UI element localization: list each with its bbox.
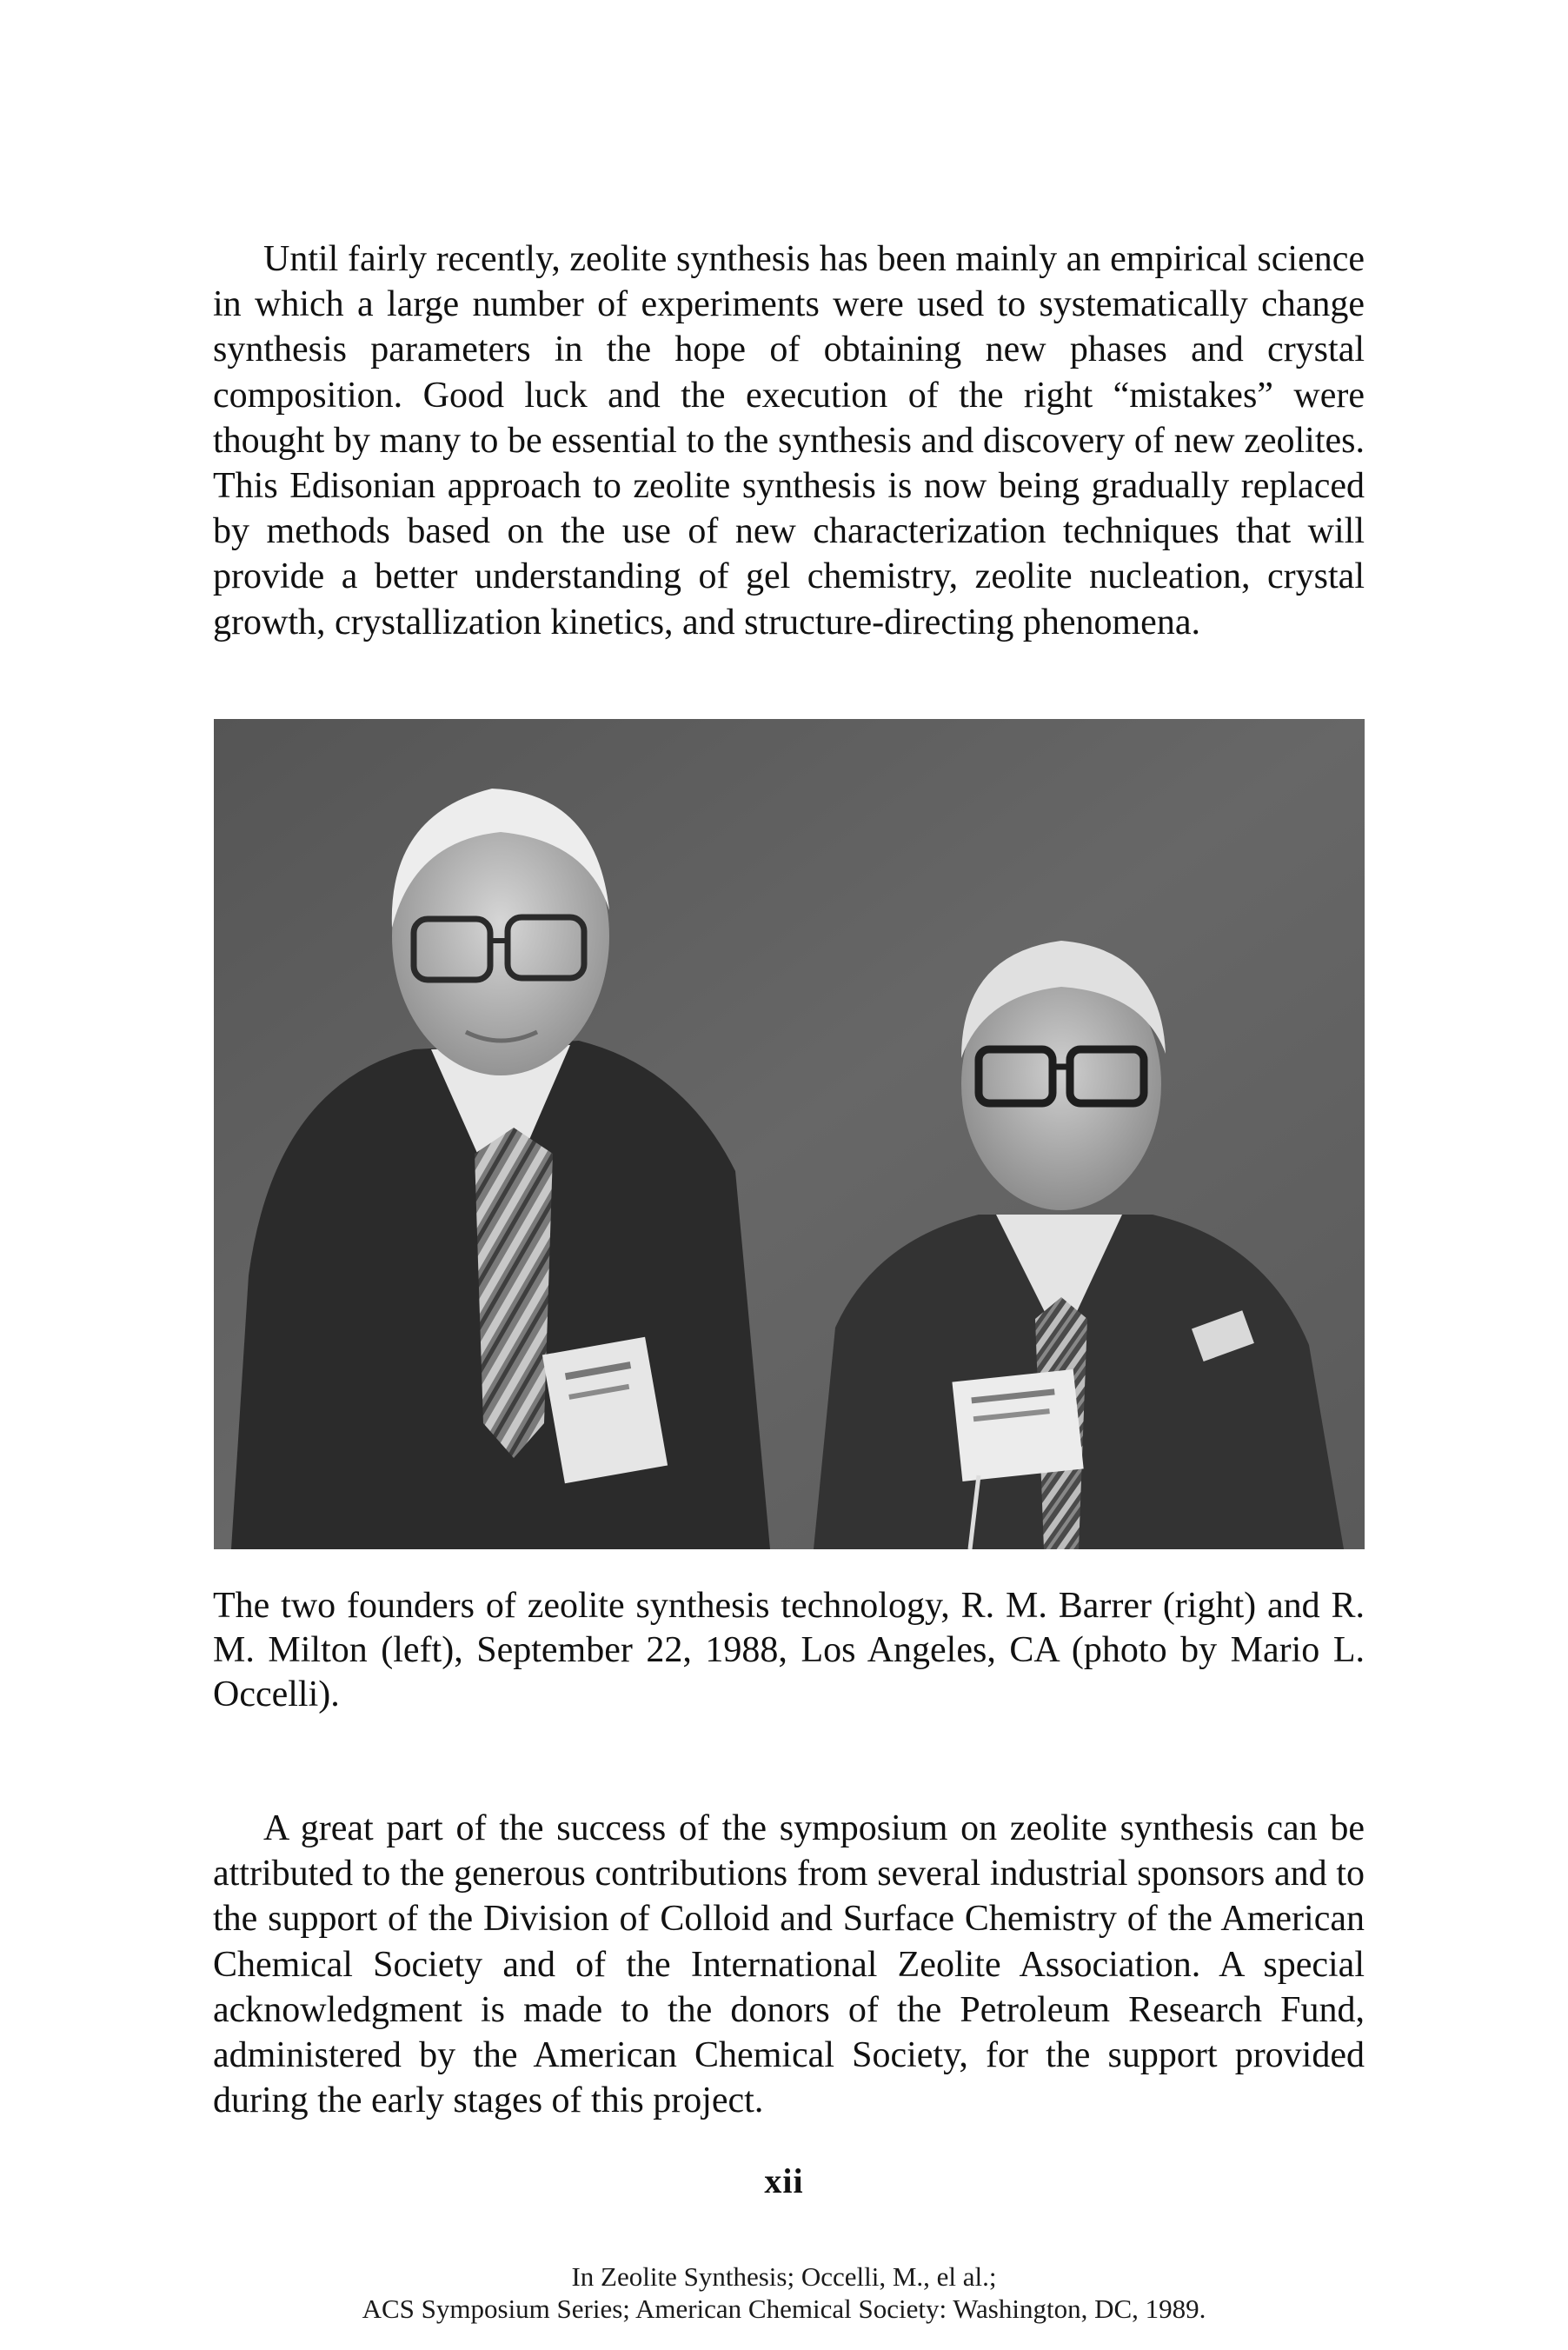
figure-caption: The two founders of zeolite synthesis technology, R. M. Barrer (right) and R. M. Milton (left), September 22, 1988, Los Angeles, CA (photo by Mario L. Occelli).	[213, 1586, 1365, 1714]
page-number: xii	[764, 2161, 804, 2200]
founders-photo	[214, 719, 1365, 1549]
footer-line-2: ACS Symposium Series; American Chemical Society: Washington, DC, 1989.	[362, 2293, 1206, 2324]
intro-text: Until fairly recently, zeolite synthesis has been mainly an empirical science in which a large number of experiments were used to systematically change synthesis parameters in the hope of obtaining new phases and crystal composition. Good luck and the execution of the right “mistakes” were thought by many to be essential to the synthesis and discovery of new zeolites. This Edisonian approach to zeolite synthesis is now being gradually replaced by methods based on the use of new characterization techniques that will provide a better understanding of gel chemistry, zeolite nucleation, crystal growth, crystallization kinetics, and structure-directing phenomena.	[213, 239, 1365, 642]
acknowledgment-text: A great part of the success of the symposium on zeolite synthesis can be attributed to the generous contributions from several industrial sponsors and to the support of the Division of Colloid and Surface Chemistry of the American Chemical Society and of the International Zeolite Association. A special acknowledgment is made to the donors of the Petroleum Research Fund, administered by the American Chemical Society, for the support provided during the early stages of this project.	[213, 1808, 1365, 2121]
intro-paragraph	[213, 236, 1365, 645]
footer-line-1: In Zeolite Synthesis; Occelli, M., el al.;	[571, 2261, 997, 2292]
acknowledgment-paragraph	[213, 1806, 1365, 2123]
citation-footer	[0, 2260, 1568, 2325]
